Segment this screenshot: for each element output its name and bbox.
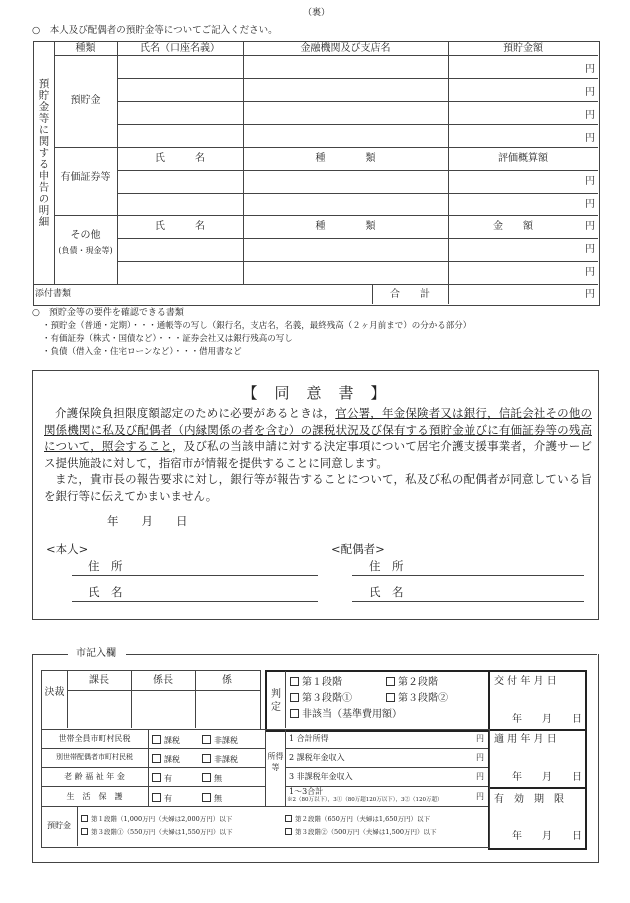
page-mark: （裏） — [303, 8, 331, 18]
deposit-criteria-label: 預貯金 — [47, 821, 71, 830]
other-sub-label: (負債・現金等) — [58, 246, 113, 255]
checkbox-icon — [81, 815, 88, 822]
spouse-address-label: 住 所 — [369, 559, 404, 573]
checkbox-icon — [285, 828, 292, 835]
declaration-side-label: 預貯金等に関する申告の明細 — [37, 78, 50, 228]
determination-label: 判定 — [271, 689, 281, 713]
deposit-stage-1-checkbox[interactable]: 第１段階（1,000万円（夫婦は2,000万円）以下 — [81, 815, 232, 823]
yen-unit: 円 — [476, 792, 484, 801]
approval-label: 決裁 — [44, 687, 65, 698]
self-name-label: 氏 名 — [88, 585, 123, 599]
col-name: 氏名（口座名義） — [140, 43, 220, 54]
other-col-kind: 種 類 — [315, 221, 376, 232]
dates-box — [488, 670, 587, 850]
attachments-label: 添付書類 — [35, 289, 72, 299]
yen-unit: 円 — [585, 221, 595, 232]
income-sum-label: 1～3合計 — [289, 787, 324, 796]
checkbox-icon — [202, 735, 211, 744]
checkbox-icon — [152, 773, 161, 782]
col-kind: 種類 — [75, 43, 96, 54]
yen-unit: 円 — [585, 133, 595, 144]
spouse-nontaxed-checkbox[interactable]: 非課税 — [202, 754, 238, 764]
checkbox-icon — [81, 828, 88, 835]
col-amount: 預貯金額 — [503, 43, 543, 54]
household-taxed-checkbox[interactable]: 課税 — [152, 735, 180, 745]
taxable-pension-label: 2 課税年金収入 — [289, 753, 345, 762]
yen-unit: 円 — [585, 289, 595, 300]
yen-unit: 円 — [585, 64, 595, 75]
checkbox-icon — [202, 754, 211, 763]
apply-date-value[interactable]: 年 月 日 — [512, 772, 582, 783]
checkbox-icon — [152, 735, 161, 744]
col-bank: 金融機関及び支店名 — [300, 43, 391, 54]
deposit-label: 預貯金 — [70, 95, 101, 106]
validity-value[interactable]: 年 月 日 — [512, 831, 582, 842]
yen-unit: 円 — [476, 734, 484, 743]
securities-col-value: 評価概算額 — [498, 153, 548, 164]
checkbox-icon — [386, 677, 395, 686]
pension-yes-checkbox[interactable]: 有 — [152, 773, 172, 783]
checkbox-icon — [290, 709, 299, 718]
spouse-name-label: 氏 名 — [369, 585, 404, 599]
spouse-label: <配偶者> — [331, 542, 385, 556]
apply-date-label: 適 用 年 月 日 — [494, 734, 557, 745]
yen-unit: 円 — [476, 772, 484, 781]
welfare-yes-checkbox[interactable]: 有 — [152, 793, 172, 803]
stage-3-2-checkbox[interactable]: 第３段階② — [386, 693, 448, 704]
checkbox-icon — [202, 793, 211, 802]
consent-date: 年 月 日 — [107, 514, 188, 528]
self-name-line[interactable] — [72, 601, 318, 602]
stage-1-checkbox[interactable]: 第１段階 — [290, 677, 342, 688]
checkbox-icon — [152, 754, 161, 763]
checkbox-icon — [202, 773, 211, 782]
stage-2-checkbox[interactable]: 第２段階 — [386, 677, 438, 688]
securities-col-name: 氏 名 — [155, 153, 205, 164]
other-label: その他 — [70, 230, 101, 241]
income-side-label: 所得等 — [267, 752, 284, 772]
nontaxable-pension-label: 3 非課税年金収入 — [289, 772, 353, 781]
securities-col-kind: 種 類 — [315, 153, 376, 164]
issue-date-value[interactable]: 年 月 日 — [512, 714, 582, 725]
self-address-line[interactable] — [72, 575, 318, 576]
household-tax-label: 世帯全員市町村民税 — [58, 734, 131, 743]
pension-label: 老 齢 福 祉 年 金 — [64, 772, 125, 781]
yen-unit: 円 — [585, 267, 595, 278]
not-applicable-checkbox[interactable]: 非該当（基準費用額） — [290, 709, 402, 720]
yen-unit: 円 — [585, 110, 595, 121]
other-col-name: 氏 名 — [155, 221, 205, 232]
checkbox-icon — [152, 793, 161, 802]
spouse-tax-label: 別世帯配偶者市町村民税 — [56, 753, 133, 761]
other-col-amount: 金 額 — [493, 221, 533, 232]
validity-label: 有 効 期 限 — [494, 794, 564, 805]
stage-3-1-checkbox[interactable]: 第３段階① — [290, 693, 352, 704]
deposit-stage-3-1-checkbox[interactable]: 第３段階①（550万円（夫婦は1,550万円）以下 — [81, 828, 233, 836]
spouse-name-line[interactable] — [352, 601, 584, 602]
office-use-title: 市記入欄 — [76, 648, 116, 659]
income-sum-note: ※2（80万以下），3①（80万超120万以下），3②（120万超） — [287, 797, 443, 803]
deposit-stage-3-2-checkbox[interactable]: 第３段階②（500万円（夫婦は1,500万円）以下 — [285, 828, 437, 836]
pension-no-checkbox[interactable]: 無 — [202, 773, 222, 783]
total-label: 合 計 — [390, 289, 430, 300]
yen-unit: 円 — [585, 176, 595, 187]
note-item: ・預貯金（普通・定期）・・・通帳等の写し（銀行名，支店名，名義，最終残高（２ヶ月前まで）の分かる部分） — [42, 321, 472, 331]
spouse-address-line[interactable] — [352, 575, 584, 576]
checkbox-icon — [290, 677, 299, 686]
self-label: <本人> — [46, 542, 89, 556]
staff-label: 係 — [222, 675, 232, 686]
consent-title: 【 同 意 書 】 — [242, 384, 387, 402]
issue-date-label: 交 付 年 月 日 — [494, 676, 557, 687]
section-chief-label: 課長 — [89, 675, 109, 686]
yen-unit: 円 — [585, 244, 595, 255]
consent-paragraph-1: 介護保険負担限度額認定のために必要があるときは，官公署，年金保険者又は銀行，信託会社その他の関係機関に私及び配偶者（内縁関係の者を含む）の課税状況及び保有する預貯金並びに有価証券等の残高について，照会すること，及び私の当該申請に対する決定事項について居宅介護支援事業者，介護サービス提供施設に対して，指宿市が情報を提供することに同意します。 — [44, 406, 592, 470]
self-address-label: 住 所 — [88, 559, 123, 573]
consent-underlined-clause: 官公署，年金保険者又は銀行，信託会社その他の関係機関に私及び配偶者（内縁関係の者を含む）の課税状況及び保有する預貯金並びに有価証券等の残高について，照会すること — [44, 406, 592, 453]
intro-text: ○ 本人及び配偶者の預貯金等についてご記入ください。 — [32, 25, 278, 36]
note-item: ・負債（借入金・住宅ローンなど）・・・借用書など — [42, 347, 242, 357]
income-total-label: 1 合計所得 — [289, 734, 329, 743]
household-nontaxed-checkbox[interactable]: 非課税 — [202, 735, 238, 745]
checkbox-icon — [386, 693, 395, 702]
yen-unit: 円 — [476, 753, 484, 762]
notes-title: ○ 預貯金等の要件を確認できる書類 — [32, 308, 184, 318]
deposit-stage-2-checkbox[interactable]: 第２段階（650万円（夫婦は1,650万円）以下 — [285, 815, 430, 823]
consent-paragraph-2: また，貴市長の報告要求に対し，銀行等が報告することについて，私及び私の配偶者が同意している旨を銀行等に伝えてかまいません。 — [44, 472, 592, 503]
welfare-no-checkbox[interactable]: 無 — [202, 793, 222, 803]
note-item: ・有価証券（株式・国債など）・・・証券会社又は銀行残高の写し — [42, 334, 293, 344]
subsection-chief-label: 係長 — [153, 675, 173, 686]
yen-unit: 円 — [585, 199, 595, 210]
spouse-taxed-checkbox[interactable]: 課税 — [152, 754, 180, 764]
securities-label: 有価証券等 — [60, 172, 111, 183]
welfare-label: 生 活 保 護 — [66, 792, 123, 801]
checkbox-icon — [285, 815, 292, 822]
yen-unit: 円 — [585, 87, 595, 98]
checkbox-icon — [290, 693, 299, 702]
